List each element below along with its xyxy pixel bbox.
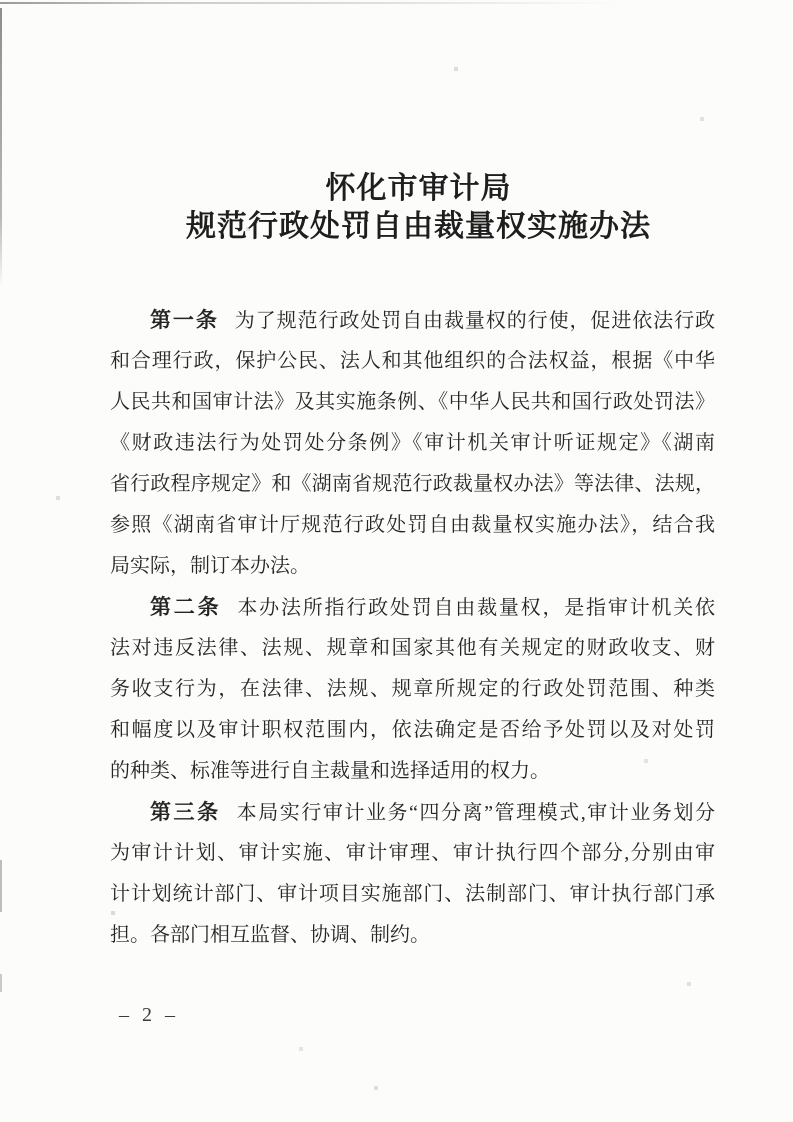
article-1-first-line-text: 为了规范行政处罚自由裁量权的行使，促进依法行政: [234, 310, 715, 332]
article-3-line-2: 为审计计划、审计实施、审计审理、审计执行四个部分,分别由审: [110, 842, 715, 864]
article-2-first-line-text: 本办法所指行政处罚自由裁量权，是指审计机关依: [237, 597, 715, 619]
article-2-line-1: [110, 587, 715, 628]
article-3-first-line-text: 本局实行审计业务“四分离”管理模式,审计业务划分: [236, 802, 715, 824]
article-1-line-6: 参照《湖南省审计厅规范行政处罚自由裁量权实施办法》，结合我: [110, 514, 715, 536]
article-1-line-2: 和合理行政，保护公民、法人和其他组织的合法权益，根据《中华: [110, 350, 715, 372]
document-title-line1: 怀化市审计局: [325, 172, 512, 205]
article-1-term: 第一条: [150, 308, 219, 332]
article-3-line-1: [110, 792, 715, 833]
document-title: [44, 170, 793, 246]
article-2-line-5: 的种类、标准等进行自主裁量和选择适用的权力。: [110, 760, 550, 782]
article-2-line-2: 法对违反法律、法规、规章和国家其他有关规定的财政收支、财: [110, 637, 715, 659]
article-2-line-3: 务收支行为，在法律、法规、规章所规定的行政处罚范围、种类: [110, 678, 715, 700]
scan-speckles: [0, 0, 2, 2]
document-title-line2: 规范行政处罚自由裁量权实施办法: [186, 210, 651, 243]
page-number: – 2 –: [119, 1004, 179, 1026]
document-body: [110, 300, 715, 956]
article-1-line-3: 人民共和国审计法》及其实施条例、《中华人民共和国行政处罚法》: [110, 391, 715, 413]
scan-edge-top: [0, 2, 620, 4]
article-1-line-4: 《财政违法行为处罚处分条例》《审计机关审计听证规定》《湖南: [110, 432, 715, 454]
article-1-line-7: 局实际，制订本办法。: [110, 555, 310, 577]
scan-edge-left: [0, 8, 2, 288]
article-3-term: 第三条: [150, 800, 221, 824]
scan-edge-left-segment: [0, 974, 2, 992]
scan-edge-left-segment: [0, 860, 2, 912]
article-2-term: 第二条: [150, 595, 222, 619]
article-3-line-3: 计计划统计部门、审计项目实施部门、法制部门、审计执行部门承: [110, 883, 715, 905]
article-2-line-4: 和幅度以及审计职权范围内，依法确定是否给予处罚以及对处罚: [110, 719, 715, 741]
article-1-line-5: 省行政程序规定》和《湖南省规范行政裁量权办法》等法律、法规，: [110, 473, 715, 495]
article-3-line-4: 担。各部门相互监督、协调、制约。: [110, 924, 430, 946]
article-1-line-1: [110, 300, 715, 341]
